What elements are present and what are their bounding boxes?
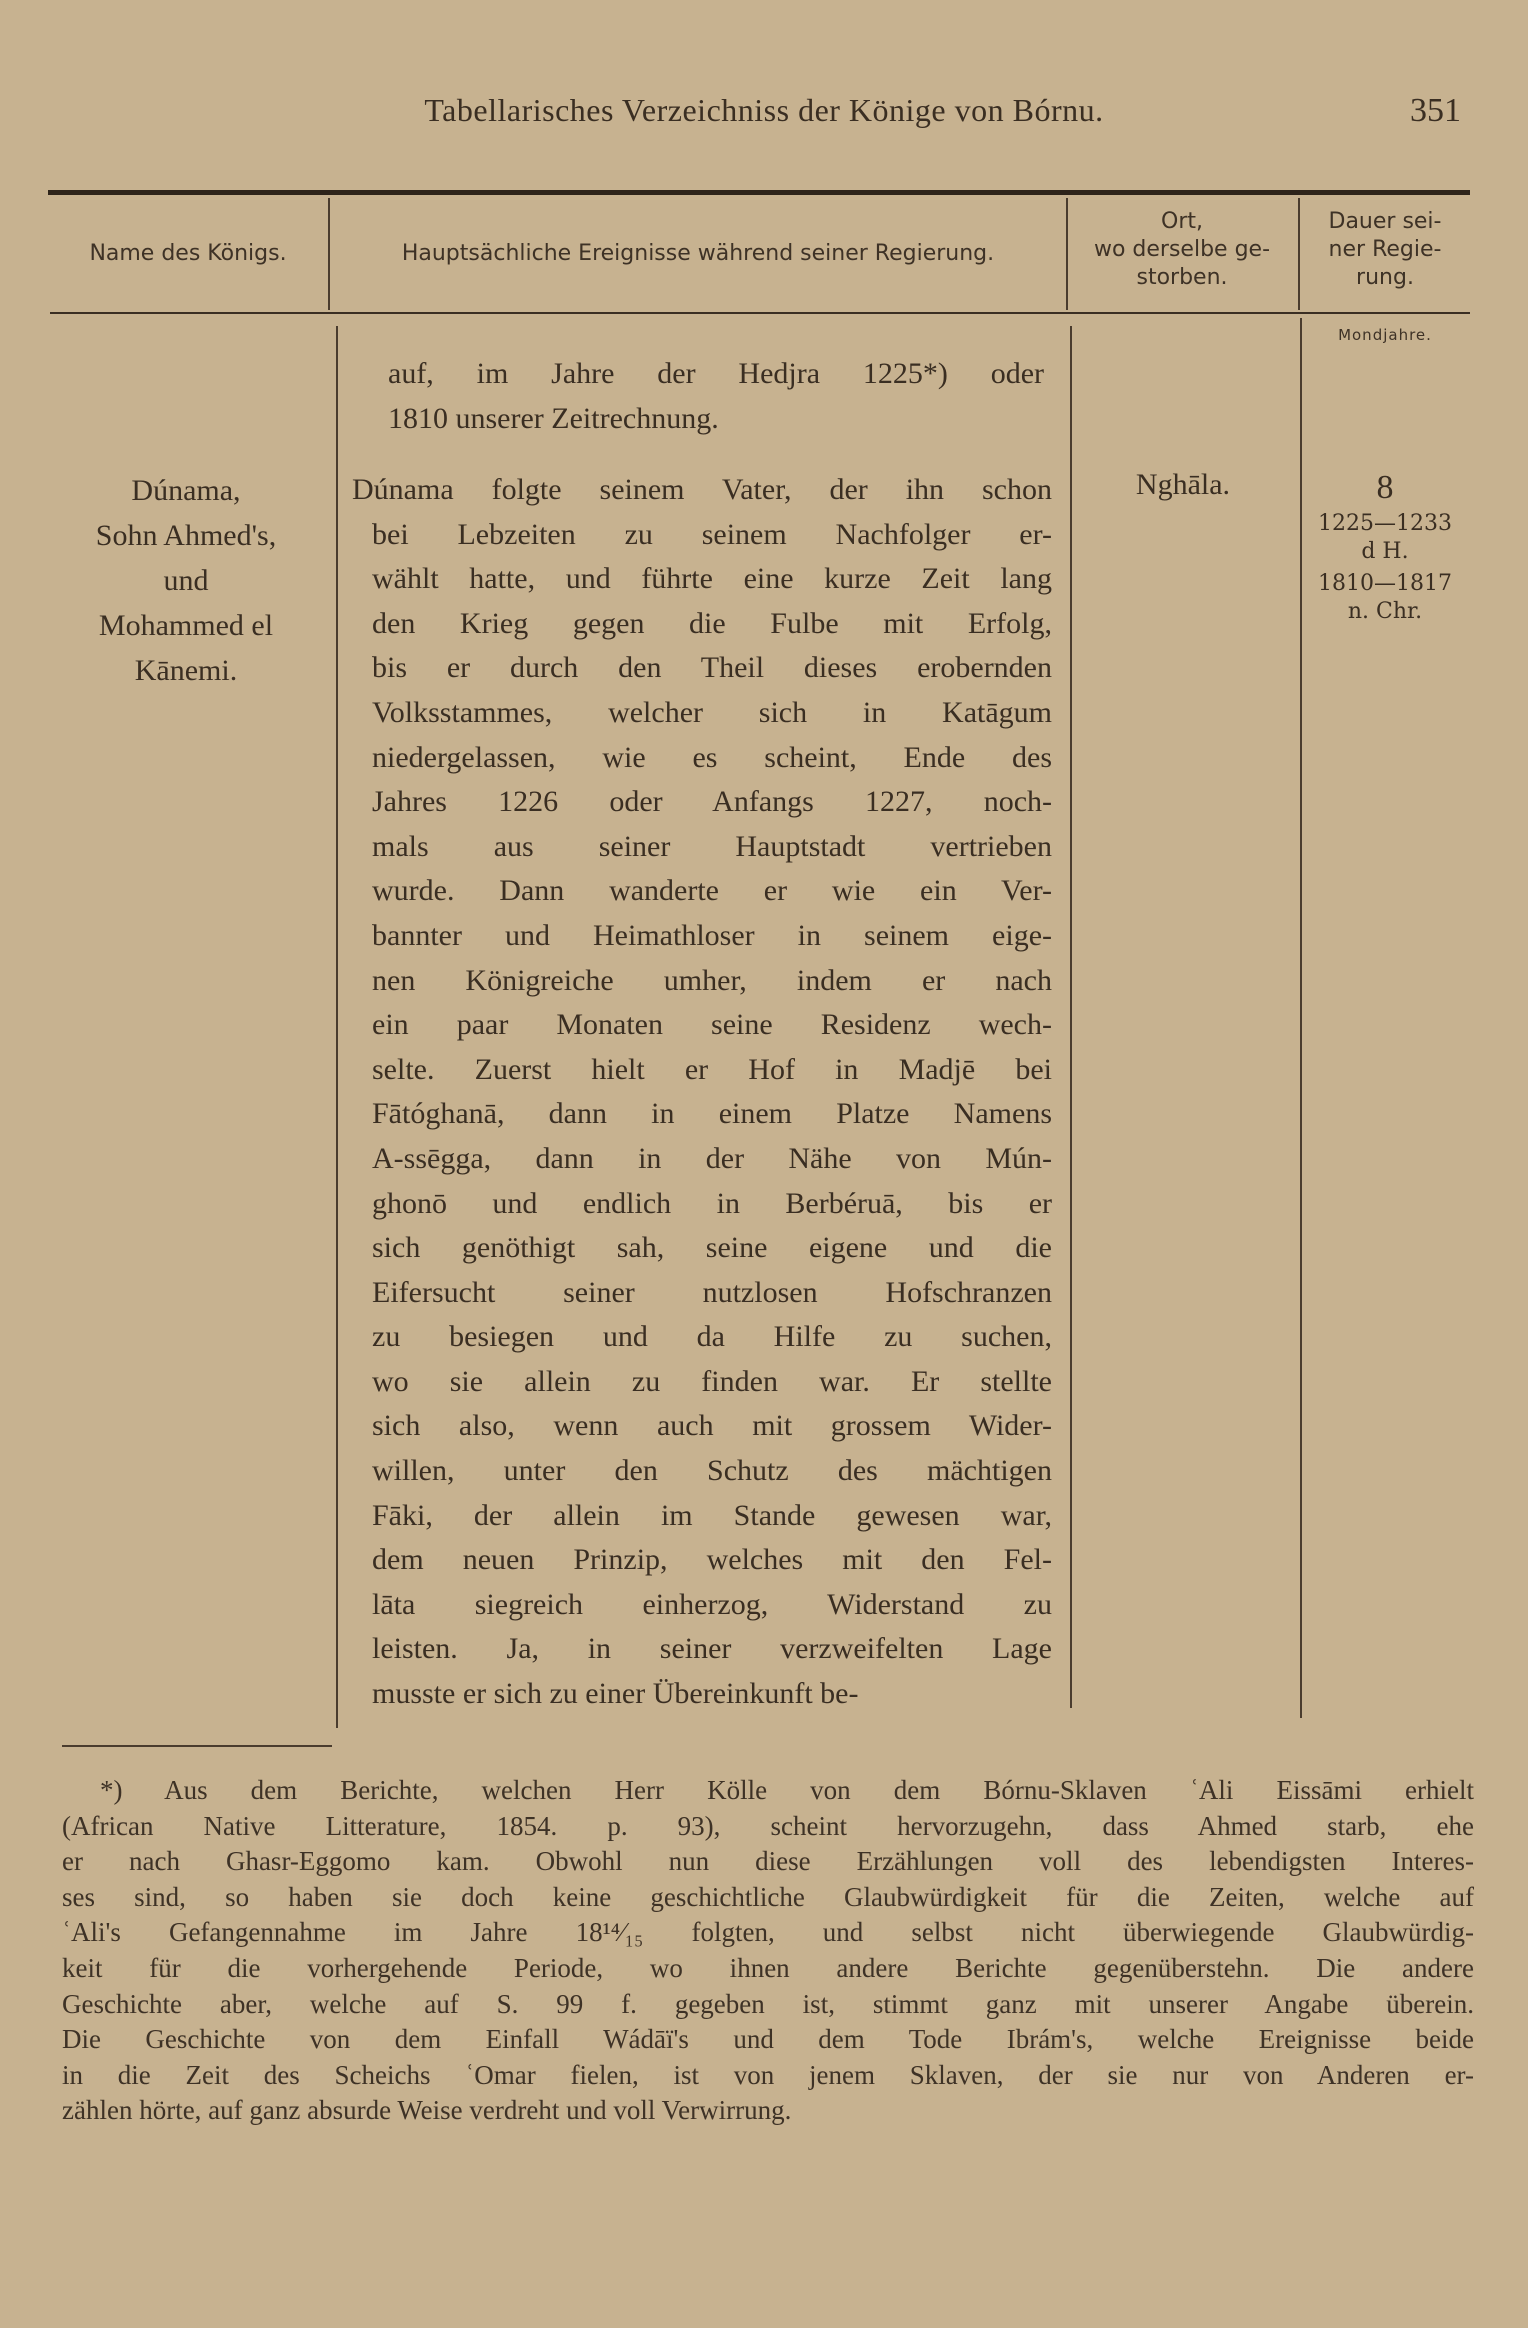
text-line: wo sie allein zu finden war. Er stellte <box>372 1364 1052 1398</box>
text-line: Eifersucht seiner nutzlosen Hofschranzen <box>372 1275 1052 1309</box>
footnote <box>62 1773 1474 2129</box>
text-line: Volksstammes, welcher sich in Katāgum <box>372 695 1052 729</box>
column-header-place: Ort, wo derselbe ge- storben. <box>1093 209 1271 290</box>
unit-label: Mondjahre. <box>1338 326 1432 344</box>
place-of-death: Nghāla. <box>1135 468 1231 501</box>
text-line: bei Lebzeiten zu seinem Nachfolger er- <box>372 517 1052 551</box>
footnote-line: Geschichte aber, welche auf S. 99 f. gegeben ist, stimmt ganz mit unserer Angabe überein. <box>62 1988 1474 2019</box>
text-line: Dúnama folgte seinem Vater, der ihn schon <box>352 473 1052 506</box>
text-line: sich also, wenn auch mit grossem Wider- <box>372 1409 1052 1443</box>
footnote-line: ʿAli's Gefangennahme im Jahre 18¹⁴⁄₁₅ folgten, und selbst nicht überwiegende Glaubwürdig- <box>62 1917 1474 1948</box>
text-line: dem neuen Prinzip, welches mit den Fel- <box>372 1543 1052 1577</box>
text-line: den Krieg gegen die Fulbe mit Erfolg, <box>372 606 1052 640</box>
text-line: bis er durch den Theil dieses erobernden <box>372 651 1052 685</box>
text-line: mals aus seiner Hauptstadt vertrieben <box>372 829 1052 863</box>
footnote-line: in die Zeit des Scheichs ʿOmar fielen, ist von jenem Sklaven, der sie nur von Anderen er- <box>62 2059 1474 2090</box>
text-line: willen, unter den Schutz des mächtigen <box>372 1454 1052 1488</box>
text-line: sich genöthigt sah, seine eigene und die <box>372 1231 1052 1265</box>
column-divider <box>336 326 338 1728</box>
column-divider <box>1070 326 1072 1708</box>
text-line: musste er sich zu einer Übereinkunft be- <box>372 1677 859 1711</box>
text-line: Fāki, der allein im Stande gewesen war, <box>372 1498 1052 1532</box>
column-header-name: Name des Königs. <box>89 241 287 266</box>
footnote-rule <box>62 1745 332 1747</box>
footnote-line: zählen hörte, auf ganz absurde Weise verdreht und voll Verwirrung. <box>62 2095 792 2126</box>
text-line: Fātóghanā, dann in einem Platze Namens <box>372 1097 1052 1131</box>
text-line: Jahres 1226 oder Anfangs 1227, noch- <box>372 785 1052 819</box>
events-text <box>352 468 1052 1717</box>
reign-years: 8 <box>1376 469 1394 506</box>
table-header-rule <box>50 312 1470 314</box>
footnote-line: keit für die vorhergehende Periode, wo ihnen andere Berichte gegenüberstehn. Die andere <box>62 1952 1474 1983</box>
column-header-duration: Dauer sei- ner Regie- rung. <box>1328 209 1442 290</box>
text-line: selte. Zuerst hielt er Hof in Madjē bei <box>372 1052 1052 1086</box>
text-line: leisten. Ja, in seiner verzweifelten Lage <box>372 1632 1052 1666</box>
text-line: wurde. Dann wanderte er wie ein Ver- <box>372 874 1052 908</box>
footnote-line: (African Native Litterature, 1854. p. 93), scheint hervorzugehn, dass Ahmed starb, ehe <box>62 1810 1474 1841</box>
text-line: ein paar Monaten seine Residenz wech- <box>372 1008 1052 1042</box>
reign-duration: 8 1225—1233 d H. 1810—1817 n. Chr. <box>1300 466 1470 626</box>
column-divider <box>328 198 330 310</box>
text-line: wählt hatte, und führte eine kurze Zeit lang <box>372 562 1052 596</box>
footnote-line: Die Geschichte von dem Einfall Wádāï's und dem Tode Ibrám's, welche Ereignisse beide <box>62 2024 1474 2055</box>
text-line: nen Königreiche umher, indem er nach <box>372 963 1052 997</box>
running-head: Tabellarisches Verzeichniss der Könige von Bórnu. <box>424 92 1104 128</box>
table-top-rule <box>48 190 1470 195</box>
text-line: lāta siegreich einherzog, Widerstand zu <box>372 1587 1052 1621</box>
text-line: zu besiegen und da Hilfe zu suchen, <box>372 1320 1052 1354</box>
column-header-events: Hauptsächliche Ereignisse während seiner Regierung. <box>401 241 995 266</box>
text-line: ghonō und endlich in Berbéruā, bis er <box>372 1186 1052 1220</box>
text-line: niedergelassen, wie es scheint, Ende des <box>372 740 1052 774</box>
footnote-line: *) Aus dem Berichte, welchen Herr Kölle von dem Bórnu-Sklaven ʿAli Eissāmi erhielt <box>100 1775 1474 1805</box>
continuation-text: auf, im Jahre der Hedjra 1225*) oder 1810 unserer Zeitrechnung. <box>388 357 1044 435</box>
king-name: Dúnama, Sohn Ahmed's, und Mohammed el Kānemi. <box>95 474 277 687</box>
page-number: 351 <box>1410 92 1461 129</box>
footnote-line: er nach Ghasr-Eggomo kam. Obwohl nun diese Erzählungen voll des lebendigsten Interes- <box>62 1846 1474 1877</box>
footnote-line: ses sind, so haben sie doch keine geschichtliche Glaubwürdigkeit für die Zeiten, welche auf <box>62 1881 1474 1912</box>
text-line: A-ssēgga, dann in der Nähe von Mún- <box>372 1141 1052 1175</box>
text-line: bannter und Heimathloser in seinem eige- <box>372 918 1052 952</box>
